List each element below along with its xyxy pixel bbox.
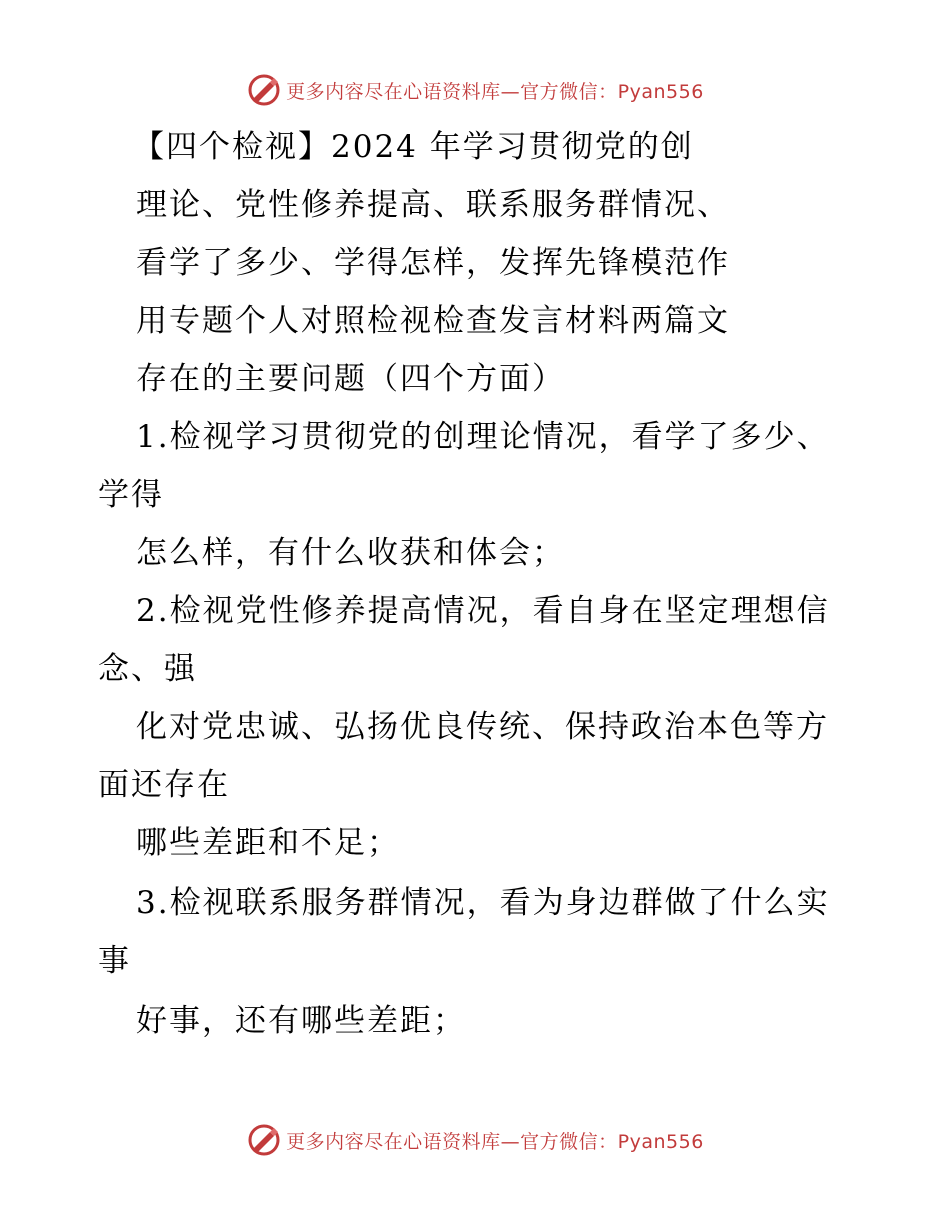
title-line-4: 用专题个人对照检视检查发言材料两篇文 <box>136 303 730 339</box>
title-line-3: 看学了多少、学得怎样，发挥先锋模范作 <box>136 245 730 281</box>
item-1-line-1: 1.检视学习贯彻党的创理论情况，看学了多少、 <box>136 419 830 455</box>
item-1-line-2: 学得 <box>98 477 164 513</box>
section-heading: 存在的主要问题（四个方面） <box>136 361 565 397</box>
title-line-1: 【四个检视】2024 年学习贯彻党的创 <box>133 129 694 165</box>
title-line-2: 理论、党性修养提高、联系服务群情况、 <box>136 187 730 223</box>
item-2-line-1: 2.检视党性修养提高情况，看自身在坚定理想信 <box>136 593 830 629</box>
watermark-text: 更多内容尽在心语资料库—官方微信：Pyan556 <box>286 80 704 103</box>
watermark-text: 更多内容尽在心语资料库—官方微信：Pyan556 <box>286 1130 704 1153</box>
item-2-line-3: 化对党忠诚、弘扬优良传统、保持政治本色等方 <box>136 709 829 745</box>
item-3-line-3: 好事，还有哪些差距； <box>136 1003 466 1039</box>
item-3-line-1: 3.检视联系服务群情况，看为身边群做了什么实 <box>136 885 830 921</box>
header-watermark <box>0 70 950 110</box>
item-2-line-5: 哪些差距和不足； <box>136 825 400 861</box>
item-3-line-2: 事 <box>98 943 131 979</box>
item-2-line-2: 念、强 <box>98 651 197 687</box>
pen-seal-logo-icon <box>246 1122 282 1158</box>
footer-watermark <box>0 1120 950 1160</box>
item-1-line-3: 怎么样，有什么收获和体会； <box>136 535 565 571</box>
pen-seal-logo-icon <box>246 72 282 108</box>
item-2-line-4: 面还存在 <box>98 767 230 803</box>
